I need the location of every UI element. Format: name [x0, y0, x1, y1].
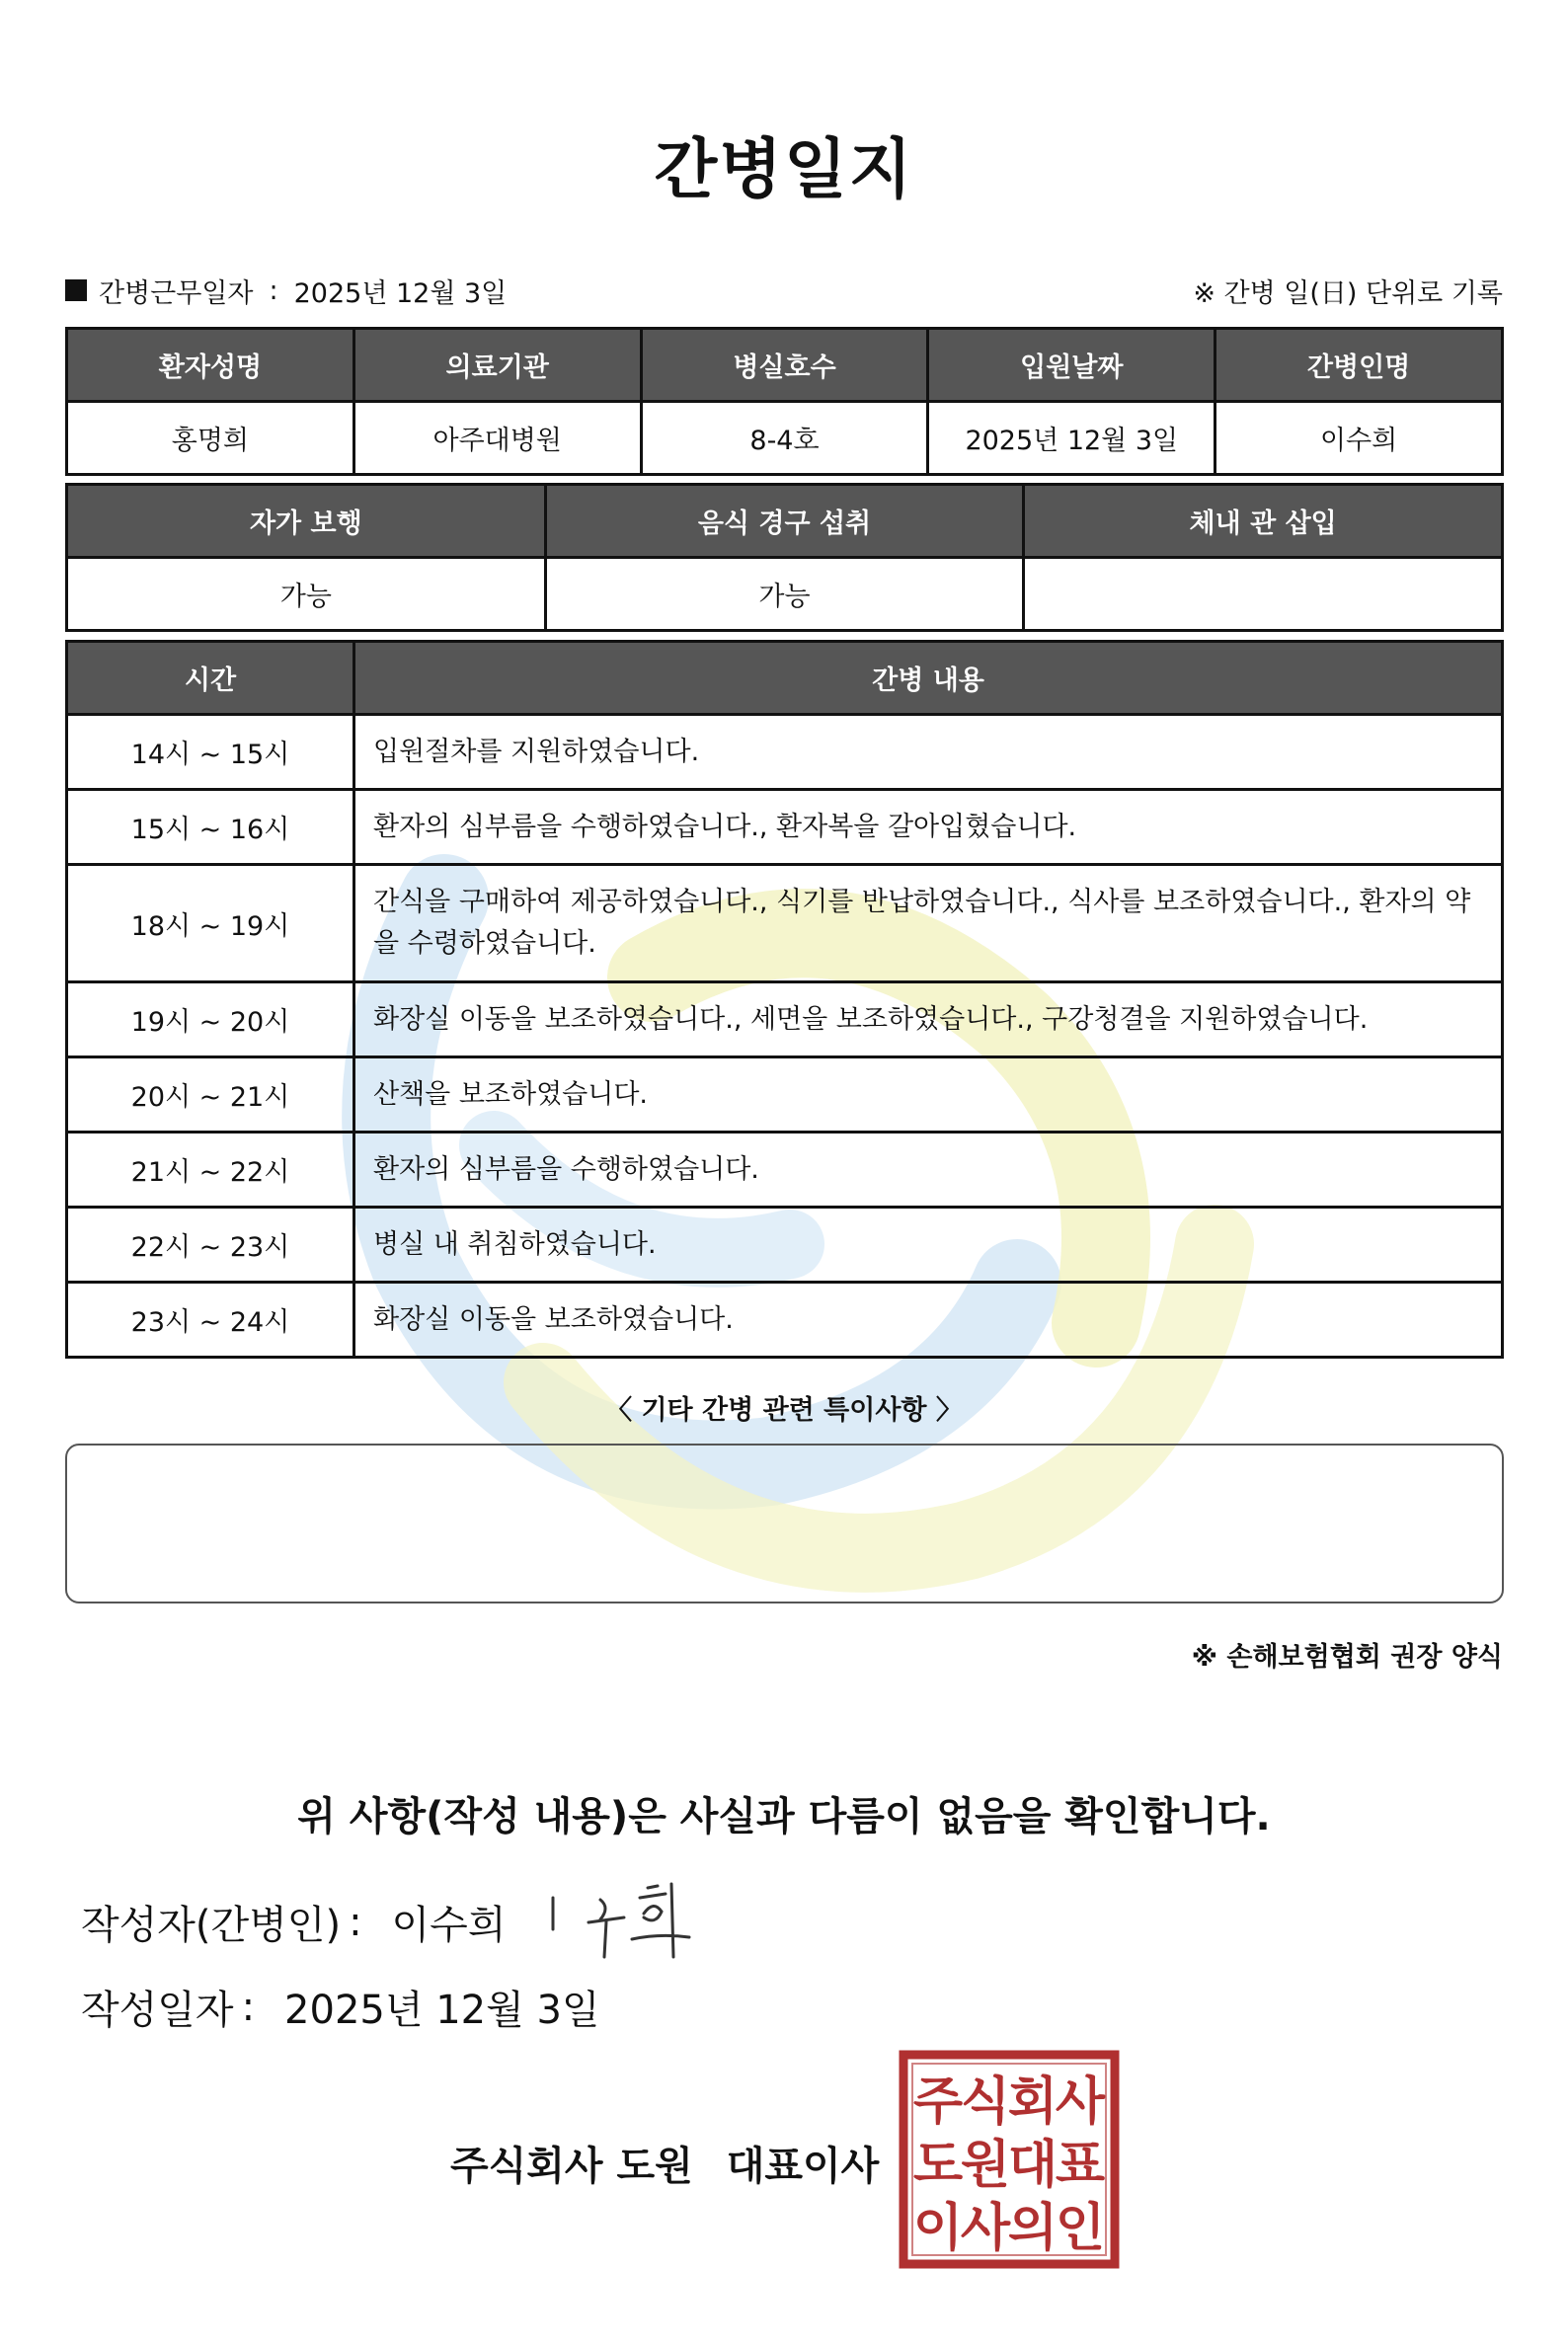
write-date-line: [81, 1979, 600, 2035]
table-row: [67, 790, 1503, 865]
row-content: 화장실 이동을 보조하였습니다.: [354, 1283, 1503, 1358]
svg-text:표: 표: [1055, 2136, 1106, 2195]
svg-text:주: 주: [912, 2072, 964, 2132]
page-title: 간병일지: [654, 131, 914, 207]
writer-name: 이수희: [391, 1903, 507, 1948]
row-time: 22시 ~ 23시: [67, 1208, 354, 1283]
colon-separator: :: [241, 1984, 256, 2030]
handwritten-signature: [541, 1878, 709, 1967]
table-row: [67, 1133, 1503, 1208]
patient-header-row: [67, 329, 1503, 402]
row-time: 15시 ~ 16시: [67, 790, 354, 865]
svg-text:사: 사: [960, 2199, 1011, 2258]
svg-text:사: 사: [1055, 2072, 1106, 2132]
company-seal-stamp: [899, 2050, 1120, 2269]
colon-separator: :: [269, 274, 278, 306]
work-date-value: 2025년 12월 3일: [293, 277, 508, 309]
admission-date: 2025년 12월 3일: [928, 402, 1215, 475]
room-number: 8-4호: [641, 402, 928, 475]
header-self-walking: 자가 보행: [67, 485, 546, 558]
table-row: [67, 1208, 1503, 1283]
recommend-note: ※ 손해보험협회 권장 양식: [1191, 1642, 1503, 1673]
svg-text:도: 도: [912, 2136, 964, 2195]
row-content: 화장실 이동을 보조하였습니다., 세면을 보조하였습니다., 구강청결을 지원하였습니다.: [354, 982, 1503, 1057]
svg-text:인: 인: [1055, 2199, 1106, 2258]
row-content: 입원절차를 지원하였습니다.: [354, 715, 1503, 790]
company-title: 대표이사: [726, 2144, 880, 2189]
row-content: 병실 내 취침하였습니다.: [354, 1208, 1503, 1283]
header-room: 병실호수: [641, 329, 928, 402]
header-oral-intake: 음식 경구 섭취: [545, 485, 1024, 558]
confirmation-statement: 위 사항(작성 내용)은 사실과 다름이 없음을 확인합니다.: [297, 1794, 1271, 1839]
row-time: 23시 ~ 24시: [67, 1283, 354, 1358]
tube-insertion-value: [1024, 558, 1503, 631]
table-row: [67, 715, 1503, 790]
write-date-value: 2025년 12월 3일: [284, 1988, 600, 2033]
row-time: 20시 ~ 21시: [67, 1057, 354, 1133]
square-bullet-icon: [65, 279, 87, 301]
svg-text:회: 회: [1007, 2072, 1058, 2132]
header-tube-insertion: 체내 관 삽입: [1024, 485, 1503, 558]
patient-status-table: [65, 483, 1504, 632]
write-date-label: 작성일자: [81, 1988, 234, 2033]
header-admission-date: 입원날짜: [928, 329, 1215, 402]
caregiver-name: 이수희: [1215, 402, 1503, 475]
table-row: [67, 1283, 1503, 1358]
header-care-content: 간병 내용: [354, 642, 1503, 715]
work-date-label: 간병근무일자: [99, 277, 254, 309]
special-notes-title: 〈 기타 간병 관련 특이사항 〉: [605, 1395, 963, 1426]
patient-value-row: [67, 402, 1503, 475]
company-name: 주식회사 도원: [450, 2144, 693, 2189]
status-header-row: [67, 485, 1503, 558]
svg-text:식: 식: [960, 2072, 1011, 2132]
care-header-row: [67, 642, 1503, 715]
colon-separator: :: [349, 1899, 362, 1945]
svg-text:의: 의: [1007, 2199, 1058, 2258]
oral-intake-value: 가능: [545, 558, 1024, 631]
table-row: [67, 865, 1503, 982]
row-time: 19시 ~ 20시: [67, 982, 354, 1057]
row-content: 환자의 심부름을 수행하였습니다., 환자복을 갈아입혔습니다.: [354, 790, 1503, 865]
row-time: 14시 ~ 15시: [67, 715, 354, 790]
care-log-table: [65, 640, 1504, 1359]
header-hospital: 의료기관: [353, 329, 641, 402]
svg-text:이: 이: [912, 2199, 964, 2258]
unit-note: ※ 간병 일(日) 단위로 기록: [1193, 277, 1503, 309]
row-content: 간식을 구매하여 제공하였습니다., 식기를 반납하였습니다., 식사를 보조하였습니다., 환자의 약을 수령하였습니다.: [354, 865, 1503, 982]
header-time: 시간: [67, 642, 354, 715]
patient-name: 홍명희: [67, 402, 354, 475]
status-value-row: [67, 558, 1503, 631]
row-time: 18시 ~ 19시: [67, 865, 354, 982]
header-patient-name: 환자성명: [67, 329, 354, 402]
svg-text:원: 원: [960, 2136, 1011, 2195]
special-notes-box: [65, 1444, 1504, 1603]
patient-info-table: [65, 327, 1504, 476]
company-signature-line: [450, 2135, 879, 2191]
table-row: [67, 1057, 1503, 1133]
hospital-name: 아주대병원: [353, 402, 641, 475]
svg-text:대: 대: [1007, 2136, 1058, 2195]
writer-line: [81, 1894, 506, 1950]
table-row: [67, 982, 1503, 1057]
row-content: 환자의 심부름을 수행하였습니다.: [354, 1133, 1503, 1208]
header-caregiver-name: 간병인명: [1215, 329, 1503, 402]
row-time: 21시 ~ 22시: [67, 1133, 354, 1208]
writer-label: 작성자(간병인): [81, 1903, 342, 1948]
work-date-line: [65, 271, 1503, 310]
row-content: 산책을 보조하였습니다.: [354, 1057, 1503, 1133]
self-walking-value: 가능: [67, 558, 546, 631]
